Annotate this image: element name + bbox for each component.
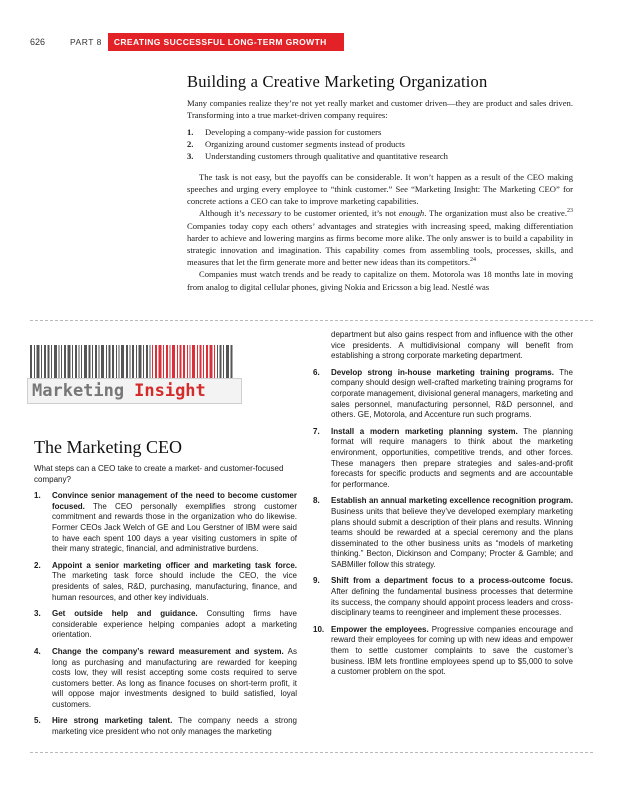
para2-text-b: to be customer oriented, it’s not — [281, 208, 399, 219]
part-title-banner: CREATING SUCCESSFUL LONG-TERM GROWTH — [108, 33, 344, 51]
paragraph-2 — [187, 207, 573, 268]
list-text — [331, 625, 573, 678]
page-header — [30, 33, 344, 51]
insight-steps-list — [34, 491, 297, 737]
footnote-ref-24: 24 — [470, 257, 477, 264]
list-item — [313, 625, 573, 678]
list-text — [52, 491, 297, 555]
page-number: 626 — [30, 37, 46, 47]
list-number: 2. — [187, 139, 194, 150]
list-text — [331, 496, 573, 570]
paragraph-1: The task is not easy, but the payoffs can be considerable. It won’t happen as a result of the CEO making speeches and urging every employee to “think customer.” See “Marketing Insight: The Marketing CEO” for concrete actions a CEO can take to improve marketing capabilities. — [187, 171, 573, 207]
section-building-creative-org — [187, 72, 573, 293]
list-item — [187, 151, 573, 163]
list-item — [34, 609, 297, 641]
list-text — [331, 368, 573, 421]
list-number: 5. — [34, 716, 41, 726]
list-text: Developing a company-wide passion for customers — [205, 127, 382, 138]
item-heading: Shift from a department focus to a process-outcome focus. — [331, 576, 573, 586]
para2-text-a: Although it’s — [199, 208, 248, 219]
item-heading: Empower the employees. — [331, 624, 429, 634]
item-body: The CEO personally exemplifies strong customer commitment and rewards those in the organization who do likewise. Former CEOs Jack Welch of GE and Lou Gerstner of IBM were said to have each spent 100 days a year visiting customers in spite of their many strategic, financial, and administrative burdens. — [52, 501, 297, 554]
item5-continuation: department but also gains respect from and influence with the other vice presidents. A multidivisional company will benefit from establishing a strong corporate marketing department. — [331, 330, 573, 361]
item-heading: Change the company’s reward measurement and system. — [52, 646, 284, 656]
list-number: 2. — [34, 560, 41, 570]
item-heading: Appoint a senior marketing officer and marketing task force. — [52, 560, 297, 570]
divider-top — [30, 320, 593, 321]
item-body: As long as purchasing and manufacturing are rewarded for keeping costs low, they will resist accepting some costs required to serve customers better. As long as finance focuses on short-term profit, it will oppose major investments designed to build satisfied, loyal customers. — [52, 646, 297, 709]
list-text — [52, 716, 297, 737]
divider-bottom — [30, 752, 593, 753]
item-heading: Hire strong marketing talent. — [52, 716, 173, 726]
list-number: 10. — [313, 624, 325, 634]
item-heading: Get outside help and guidance. — [52, 609, 198, 619]
list-item — [313, 576, 573, 618]
item-body: Progressive companies encourage and reward their employees for coming up with new ideas and empower them to settle customer complaints to save the customer’s business. IBM lets frontline employees spend up to $5,000 to solve a customer problem on the spot. — [331, 624, 573, 677]
item-heading: Convince senior management of the need to become customer focused. — [52, 491, 297, 511]
list-text — [52, 647, 297, 711]
insight-left-column — [34, 437, 297, 744]
insight-right-column — [313, 330, 573, 684]
item-body: Business units that believe they’ve developed exemplary marketing plans should submit a description of their plans and results. Winning teams should be rewarded at a special ceremony and the plans disseminated to the other business units as “models of marketing thinking.” Becton, Dickinson and Company; Procter & Gamble; and SABMiller follow this strategy. — [331, 506, 573, 569]
list-item — [313, 496, 573, 570]
list-item — [187, 139, 573, 151]
list-item — [313, 368, 573, 421]
list-number: 9. — [313, 576, 320, 586]
item-heading: Establish an annual marketing excellence recognition program. — [331, 496, 573, 506]
paragraph-3: Companies must watch trends and be ready to capitalize on them. Motorola was 18 months late in moving from analog to digital cellular phones, giving Nokia and Ericsson a big lead. Nestlé was — [187, 269, 573, 292]
list-number: 7. — [313, 426, 320, 436]
part-label: PART 8 — [70, 37, 102, 47]
para2-emphasis-enough: enough — [398, 208, 425, 219]
list-item — [313, 427, 573, 491]
list-text — [52, 561, 297, 603]
insight-title: The Marketing CEO — [34, 437, 182, 457]
banner-word-marketing: Marketing — [32, 381, 125, 401]
item-heading: Develop strong in-house marketing training programs. — [331, 367, 554, 377]
list-text — [331, 576, 573, 618]
list-number: 1. — [34, 491, 41, 501]
list-item — [34, 561, 297, 603]
list-text: Organizing around customer segments instead of products — [205, 139, 405, 150]
list-number: 1. — [187, 127, 194, 138]
insight-steps-list-continued — [313, 368, 573, 678]
list-item — [34, 491, 297, 555]
list-item — [34, 716, 297, 737]
list-item — [187, 127, 573, 139]
section-heading: Building a Creative Marketing Organization — [187, 72, 488, 91]
list-number: 3. — [187, 151, 194, 161]
item-body: The planning format will require managers to think about the marketing environment, opportunities, competitive trends, and other forces. These managers then prepare strategies and sales-and-profit forecasts for specific products and segments and are accountable for performance. — [331, 426, 573, 489]
para2-emphasis-necessary: necessary — [247, 208, 282, 219]
item-body: Consulting firms have considerable experience helping companies adopt a marketing orientation. — [52, 609, 297, 640]
marketing-insight-banner — [27, 378, 242, 404]
para2-text-c: . The organization must also be creative. — [424, 208, 567, 219]
list-number: 6. — [313, 367, 320, 377]
footnote-ref-23: 23 — [566, 208, 573, 215]
list-text — [331, 427, 573, 491]
requirements-list — [187, 127, 573, 162]
list-text: Understanding customers through qualitative and quantitative research — [205, 151, 448, 161]
list-number: 8. — [313, 496, 320, 506]
item-body: The company should design well-crafted marketing training programs for corporate management, divisional general managers, marketing and sales personnel, manufacturing personnel, R&D personnel, and others. GE, Motorola, and Accenture run such programs. — [331, 367, 573, 420]
para2-text-d: Companies today copy each others’ advantages and strategies with increasing speed, making differentiation harder to achieve and lowering margins as firms become more alike. The only answer is to build a capability in strategic innovation and imagination. This capability comes from assembling tools, processes, skills, and measures that let the firm generate more and better new ideas than its competitors. — [187, 220, 573, 268]
list-number: 4. — [34, 646, 41, 656]
item-body: The company needs a strong marketing vice president who not only manages the marketing — [52, 716, 297, 737]
banner-word-insight: Insight — [134, 381, 206, 401]
insight-intro: What steps can a CEO take to create a market- and customer-focused company? — [34, 464, 284, 484]
section-intro: Many companies realize they’re not yet really market and customer driven—they are product and sales driven. Transforming into a true market-driven company requires: — [187, 98, 573, 121]
item-body: The marketing task force should include the CEO, the vice presidents of sales, R&D, purchasing, manufacturing, finance, and human resources, and other key individuals. — [52, 571, 297, 602]
list-text — [52, 609, 297, 641]
list-number: 3. — [34, 609, 41, 619]
item-heading: Install a modern marketing planning system. — [331, 426, 518, 436]
list-item — [34, 647, 297, 711]
item-body: After defining the fundamental business processes that determine its success, the company should appoint process leaders and cross-disciplinary teams to reengineer and implement these processes. — [331, 587, 573, 618]
